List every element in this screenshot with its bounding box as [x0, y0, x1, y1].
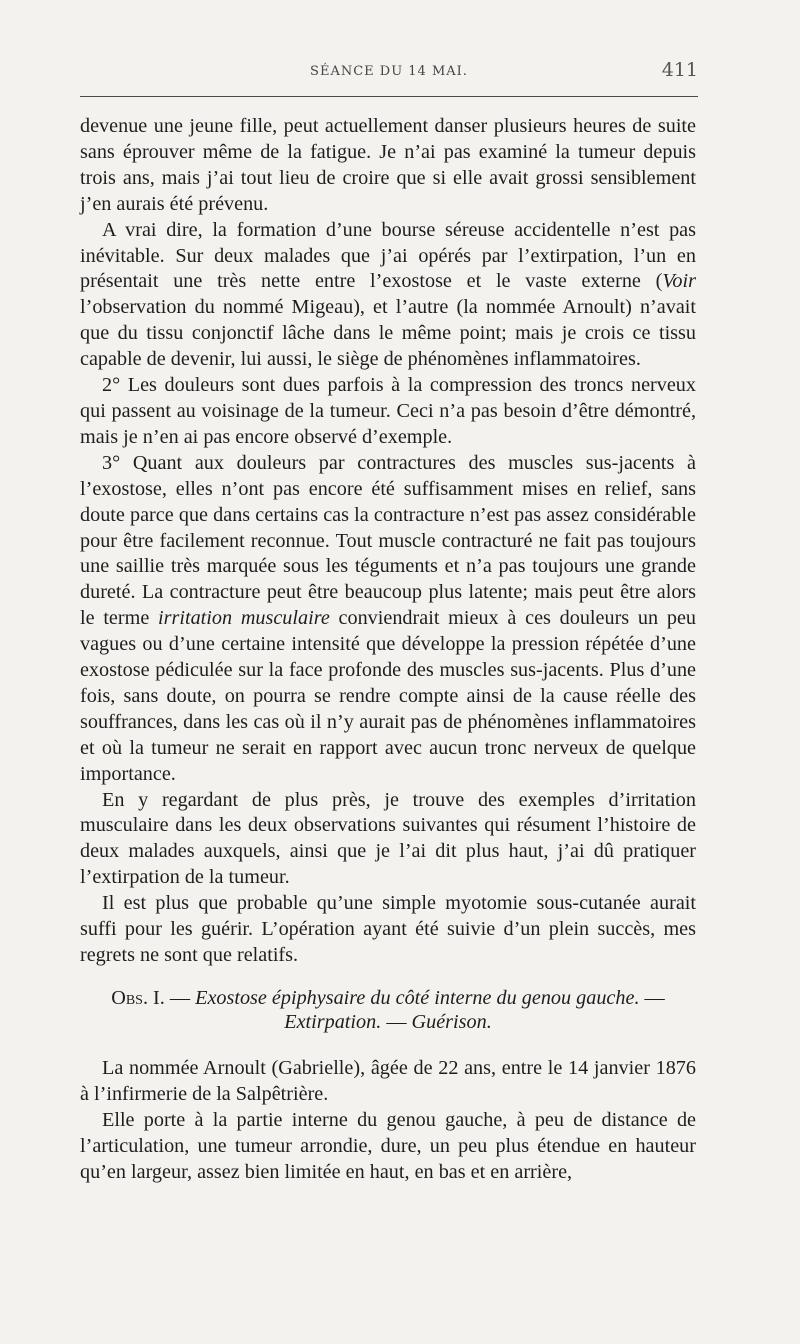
paragraph-contractures-italic: irritation musculaire [158, 607, 330, 630]
paragraph-bursa-text-b: l’observation du nommé Migeau), et l’autre (la nommée Arnoult) n’avait que du tissu conjonctif lâche dans le même point; mais je crois ce tissu capable de devenir, lui aussi, le siège de phénomènes inflammatoires. [80, 296, 696, 371]
paragraph-contractures-text-b: conviendrait mieux à ces douleurs un peu vagues ou d’une certaine intensité que développe la pression répétée d’une exostose pédiculée sur la face profonde des muscles sus-jacents. Plus d’une fois, sans doute, on pourra se rendre compte ainsi de la cause réelle des souffrances, dans les cas où il n’y aurait pas de phénomènes inflammatoires et où la tumeur ne serait en rapport avec aucun tronc nerveux de quelque importance. [80, 607, 696, 785]
running-head: SÉANCE DU 14 MAI. [310, 64, 468, 79]
case-paragraph-admission: La nommée Arnoult (Gabrielle), âgée de 22 ans, entre le 14 janvier 1876 à l’infirmerie de la Salpêtrière. [80, 1056, 696, 1105]
header-rule [80, 96, 698, 97]
body-text [80, 114, 696, 1185]
observation-label: Obs. I. [111, 986, 165, 1009]
paragraph-myotomy: Il est plus que probable qu’une simple myotomie sous-cutanée aurait suffi pour les guérir. L’opération ayant été suivie d’un plein succès, mes regrets ne sont que relatifs. [80, 892, 696, 966]
paragraph-contractures [80, 451, 696, 788]
paragraph-continued: devenue une jeune fille, peut actuellement danser plusieurs heures de suite sans éprouver même de la fatigue. Je n’ai pas examiné la tumeur depuis trois ans, mais j’ai tout lieu de croire que si elle avait grossi sensiblement j’en aurais été prévenu. [80, 115, 696, 215]
observation-dash-1: — [164, 986, 196, 1009]
observation-dash-2: — [639, 986, 665, 1009]
paragraph-bursa [80, 218, 696, 373]
page-number: 411 [661, 59, 698, 81]
paragraph-bursa-text-a: A vrai dire, la formation d’une bourse séreuse accidentelle n’est pas inévitable. Sur deux malades que j’ai opérés par l’extirpation, l’un en présentait une très nette entre l’exostose et le vaste externe ( [80, 218, 696, 293]
observation-title-line2b: Guérison. [411, 1010, 492, 1033]
observation-heading [80, 986, 696, 1034]
observation-dash-3: — [381, 1010, 412, 1033]
paragraph-irritation: En y regardant de plus près, je trouve des exemples d’irritation musculaire dans les deux observations suivantes qui résument l’histoire de deux malades auxquels, ainsi que je l’ai dit plus haut, j’ai dû pratiquer l’extirpation de la tumeur. [80, 788, 696, 889]
observation-title-line2: Extirpation. [284, 1010, 382, 1033]
paragraph-contractures-text-a: 3° Quant aux douleurs par contractures des muscles sus-jacents à l’exostose, elles n’ont pas encore été suffisamment mises en relief, sans doute parce que dans certains cas la contracture n’est pas assez considérable pour être facilement reconnue. Tout muscle contracturé ne fait pas toujours une saillie très marquée sous les téguments et n’a pas toujours une grande dureté. La contracture peut être beaucoup plus latente; mais peut être alors le terme [80, 451, 696, 630]
paragraph-nerve-compression: 2° Les douleurs sont dues parfois à la compression des troncs nerveux qui passent au voisinage de la tumeur. Ceci n’a pas besoin d’être démontré, mais je n’en ai pas encore observé d’exemple. [80, 374, 696, 448]
page-header [80, 56, 698, 86]
paragraph-bursa-italic: Voir [662, 270, 696, 293]
case-paragraph-tumor: Elle porte à la partie interne du genou gauche, à peu de distance de l’articulation, une tumeur arrondie, dure, un peu plus étendue en hauteur qu’en largeur, assez bien limitée en haut, en bas et en arrière, [80, 1108, 696, 1183]
observation-title-line1: Exostose épiphysaire du côté interne du genou gauche. [195, 986, 640, 1009]
